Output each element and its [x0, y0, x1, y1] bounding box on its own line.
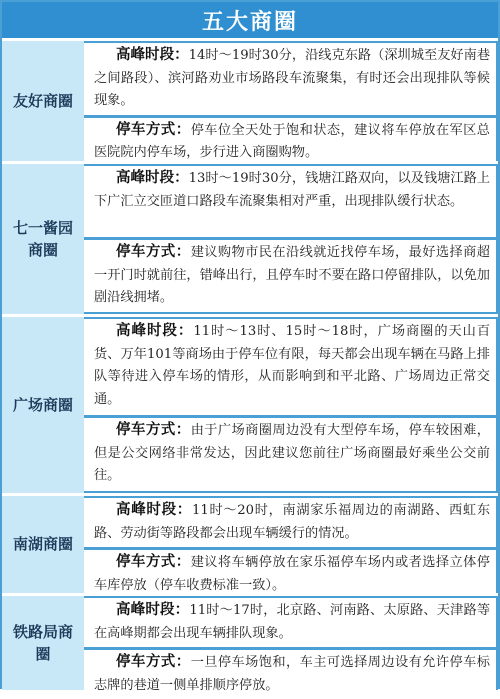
section-body — [84, 596, 498, 693]
peak-hours-entry — [84, 166, 496, 237]
entry-text: 一旦停车场饱和，车主可选择周边设有允许停车标志牌的巷道一侧单排顺序停放。 — [94, 655, 490, 693]
section-name: 广场商圈 — [2, 317, 84, 493]
entry-label: 停车方式： — [116, 554, 191, 571]
section-body — [84, 317, 498, 493]
entry-label: 高峰时段： — [116, 502, 192, 518]
parking-entry — [84, 118, 496, 167]
entry-label: 高峰时段： — [116, 170, 189, 186]
entry-text: 11时～13时、15时～18时，广场商圈的天山百货、万年101等商场由于停车位有限，每天都会出现车辆在马路上排队等待进入停车场的情形，从而影响到和平北路、广场周边正常交通。 — [94, 324, 491, 407]
section-guangchang — [2, 314, 498, 493]
section-qiyi — [2, 161, 498, 314]
entry-text: 由于广场商圈周边没有大型停车场，停车较困难，但是公交网络非常发达，因此建议您前往广场商圈最好乘坐公交前往。 — [94, 423, 490, 484]
section-body — [84, 41, 498, 161]
entry-label: 高峰时段： — [116, 602, 190, 618]
entry-text: 停车位全天处于饱和状态，建议将车停放在军区总医院院内停车场，步行进入商圈购物。 — [94, 122, 490, 161]
section-tieluju — [2, 593, 498, 693]
entry-text: 11时～17时，北京路、河南路、太原路、天津路等在高峰期都会出现车辆排队现象。 — [94, 603, 491, 641]
parking-entry — [84, 240, 496, 312]
entry-text: 建议购物市民在沿线就近找停车场，最好选择商超一开门时就前往，错峰出行，且停车时不要在路口停留排队，以免加剧沿线拥堵。 — [94, 245, 490, 306]
entry-text: 11时～20时，南湖家乐福周边的南湖路、西虹东路、劳动街等路段都会出现车辆缓行的情况。 — [94, 503, 491, 541]
page-title: 五大商圈 — [2, 2, 498, 38]
parking-entry — [84, 550, 496, 599]
section-name: 七一酱园商圈 — [2, 164, 84, 314]
entry-label: 停车方式： — [116, 654, 191, 671]
peak-hours-entry — [84, 498, 496, 547]
parking-entry — [84, 650, 496, 699]
entry-label: 停车方式： — [116, 244, 191, 261]
section-name: 南湖商圈 — [2, 496, 84, 593]
entry-label: 停车方式： — [116, 121, 191, 138]
section-nanhu — [2, 493, 498, 593]
peak-hours-entry — [84, 319, 496, 415]
section-youhao — [2, 38, 498, 161]
entry-label: 停车方式： — [116, 422, 191, 439]
section-name: 友好商圈 — [2, 41, 84, 161]
peak-hours-entry — [84, 598, 496, 647]
peak-hours-entry — [84, 43, 496, 115]
parking-entry — [84, 418, 496, 491]
section-name: 铁路局商圈 — [2, 596, 84, 690]
entry-text: 建议将车辆停放在家乐福停车场内或者选择立体停车库停放（停车收费标准一致）。 — [94, 555, 490, 593]
entry-label: 高峰时段： — [116, 323, 194, 339]
entry-text: 14时～19时30分，沿线克东路（深圳城至友好南巷之间路段）、滨河路劝业市场路段车流聚集，有时还会出现排队等候现象。 — [94, 48, 491, 109]
entry-text: 13时～19时30分，钱塘江路双向，以及钱塘江路上下广汇立交匝道口路段车流聚集相对严重，出现排队缓行状态。 — [94, 171, 491, 209]
entry-label: 高峰时段： — [116, 47, 189, 63]
section-body — [84, 164, 498, 314]
section-body — [84, 496, 498, 593]
